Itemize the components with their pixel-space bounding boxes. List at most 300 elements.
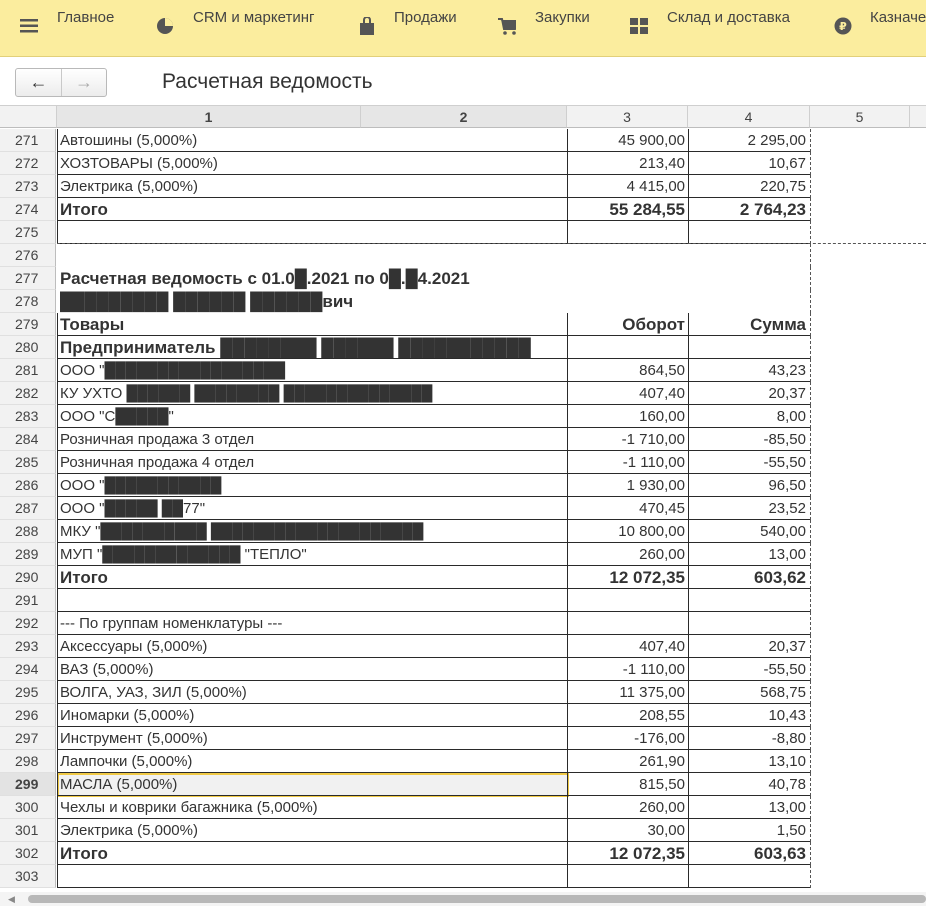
cell-turnover[interactable]: 4 415,00 [626, 178, 685, 195]
cell-amount[interactable]: 96,50 [768, 477, 806, 494]
cell-text[interactable]: Электрика (5,000%) [60, 822, 198, 839]
cell-amount[interactable]: 603,63 [754, 844, 806, 863]
row-number[interactable]: 285 [0, 451, 56, 474]
cell-border [688, 865, 689, 888]
cell-border [567, 612, 568, 635]
cell-border [567, 474, 568, 497]
cell-text[interactable]: █████████ ██████ ██████вич [60, 292, 354, 311]
cell-border [688, 198, 689, 221]
cell-border [57, 382, 58, 405]
row-number[interactable]: 294 [0, 658, 56, 681]
page-break-line [810, 842, 811, 865]
page-break-line [810, 612, 811, 635]
scroll-left-icon[interactable]: ◀ [8, 894, 15, 904]
table-row[interactable] [0, 497, 926, 520]
cell-border [57, 405, 58, 428]
cell-border [567, 198, 568, 221]
page-break-line [810, 474, 811, 497]
table-row[interactable] [0, 405, 926, 428]
arrow-left-icon: ← [29, 72, 48, 92]
table-row[interactable] [0, 865, 926, 888]
cell-border [57, 520, 58, 543]
horizontal-scrollbar[interactable] [0, 892, 926, 906]
cell-border [688, 497, 689, 520]
cell-turnover[interactable]: 55 284,55 [609, 200, 685, 219]
table-row[interactable] [0, 681, 926, 704]
cell-text[interactable]: ООО "███████████ [60, 477, 222, 494]
cell-text[interactable]: Товары [60, 315, 125, 334]
table-row[interactable] [0, 152, 926, 175]
row-number[interactable]: 279 [0, 313, 56, 336]
scrollbar-thumb[interactable] [28, 895, 926, 903]
cell-amount[interactable]: 23,52 [768, 500, 806, 517]
row-number[interactable]: 281 [0, 359, 56, 382]
row-number[interactable]: 292 [0, 612, 56, 635]
cell-amount[interactable]: 8,00 [776, 408, 806, 425]
cell-turnover[interactable]: -1 110,00 [622, 661, 685, 678]
page-break-line [810, 796, 811, 819]
page-break-line [810, 566, 811, 589]
cell-border [688, 428, 689, 451]
cell-border [57, 313, 58, 336]
page-break-line [57, 243, 926, 244]
cell-border [688, 336, 689, 359]
cell-turnover[interactable]: -1 710,00 [621, 431, 685, 448]
row-number[interactable]: 274 [0, 198, 56, 221]
cell-amount[interactable]: 13,10 [768, 753, 806, 770]
menu-item-warehouse[interactable] [630, 0, 810, 57]
page-break-line [810, 589, 811, 612]
table-row[interactable] [0, 221, 926, 244]
page-break-line [810, 704, 811, 727]
cell-border [567, 221, 568, 244]
page-break-line [810, 819, 811, 842]
cell-border [567, 635, 568, 658]
cell-border [688, 589, 689, 612]
arrow-right-icon: → [74, 72, 93, 92]
cell-border [688, 313, 689, 336]
cell-border [688, 635, 689, 658]
cell-amount[interactable]: 2 764,23 [739, 200, 806, 219]
history-nav [15, 68, 107, 97]
page-break-line [810, 382, 811, 405]
row-number[interactable]: 273 [0, 175, 56, 198]
cell-border [567, 842, 568, 865]
cell-border [57, 336, 58, 359]
page-break-line [810, 635, 811, 658]
column-header-2[interactable]: 2 [361, 106, 567, 128]
cell-turnover[interactable]: 12 072,35 [609, 568, 685, 587]
svg-text:₽: ₽ [839, 20, 847, 33]
cell-border [688, 221, 689, 244]
row-number[interactable]: 282 [0, 382, 56, 405]
cell-border [567, 543, 568, 566]
cell-turnover[interactable]: 30,00 [647, 822, 685, 839]
cell-border [567, 704, 568, 727]
cell-text[interactable]: Чехлы и коврики багажника (5,000%) [60, 799, 318, 816]
row-number[interactable]: 284 [0, 428, 56, 451]
row-number[interactable]: 290 [0, 566, 56, 589]
cell-amount[interactable]: 2 295,00 [747, 132, 806, 149]
row-number[interactable]: 301 [0, 819, 56, 842]
cell-amount[interactable]: 40,78 [768, 776, 806, 793]
cell-border [57, 474, 58, 497]
table-row[interactable] [0, 359, 926, 382]
page-break-line [810, 244, 811, 267]
cell-turnover[interactable]: 160,00 [639, 408, 685, 425]
cell-border [57, 865, 58, 888]
hamburger-icon [20, 18, 38, 36]
cell-border [688, 750, 689, 773]
column-header-1[interactable]: 1 [57, 106, 361, 128]
row-number[interactable]: 280 [0, 336, 56, 359]
cell-text[interactable]: Автошины (5,000%) [60, 132, 198, 149]
cell-border [567, 796, 568, 819]
cell-border [688, 658, 689, 681]
cell-border [688, 612, 689, 635]
cell-border [567, 520, 568, 543]
page-break-line [810, 681, 811, 704]
row-number[interactable]: 277 [0, 267, 56, 290]
table-row[interactable] [0, 773, 926, 796]
cell-turnover[interactable]: 407,40 [639, 385, 685, 402]
table-row[interactable] [0, 451, 926, 474]
cell-border [57, 198, 58, 221]
cell-border [57, 635, 58, 658]
cell-amount[interactable]: 1,50 [776, 822, 806, 839]
cell-text[interactable]: Предприниматель ████████ ██████ ███████████ [60, 338, 531, 357]
cell-text[interactable]: Итого [60, 200, 108, 219]
cell-border [567, 750, 568, 773]
table-row[interactable] [0, 474, 926, 497]
grid-icon [630, 17, 648, 35]
row-number[interactable]: 276 [0, 244, 56, 267]
cell-border [688, 129, 689, 152]
cell-border [567, 359, 568, 382]
cell-text[interactable]: МАСЛА (5,000%) [60, 776, 178, 793]
cell-turnover[interactable]: -1 110,00 [622, 454, 685, 471]
cell-turnover[interactable]: 1 930,00 [626, 477, 685, 494]
menu-item-label: Склад и доставка [667, 9, 790, 26]
cell-border [567, 865, 568, 888]
cell-border [57, 359, 58, 382]
cell-amount[interactable]: 10,43 [768, 707, 806, 724]
page-break-line [810, 267, 811, 290]
menu-item-label: CRM и маркетинг [193, 9, 315, 26]
cell-amount[interactable]: -85,50 [763, 431, 806, 448]
cell-amount[interactable]: 20,37 [768, 638, 806, 655]
cell-border [567, 589, 568, 612]
cell-border [57, 175, 58, 198]
menu-item-label: Главное [57, 9, 115, 26]
table-row[interactable] [0, 336, 926, 359]
cell-text[interactable]: МУП "█████████████ "ТЕПЛО" [60, 546, 307, 563]
page-break-line [810, 175, 811, 198]
cell-border [688, 773, 689, 796]
cell-turnover[interactable]: -176,00 [634, 730, 685, 747]
table-row[interactable] [0, 520, 926, 543]
cell-border [57, 566, 58, 589]
cell-turnover[interactable]: 470,45 [639, 500, 685, 517]
cell-text[interactable]: ВАЗ (5,000%) [60, 661, 154, 678]
page-break-line [810, 359, 811, 382]
page-break-line [810, 405, 811, 428]
row-number[interactable]: 287 [0, 497, 56, 520]
row-number[interactable]: 283 [0, 405, 56, 428]
menu-item-treasury[interactable] [834, 0, 926, 57]
cell-text[interactable]: --- По группам номенклатуры --- [60, 615, 283, 632]
cell-turnover[interactable]: 260,00 [639, 799, 685, 816]
cell-border [688, 474, 689, 497]
page-break-line [810, 198, 811, 221]
cell-amount[interactable]: -55,50 [763, 661, 806, 678]
row-number[interactable]: 295 [0, 681, 56, 704]
table-row[interactable] [0, 635, 926, 658]
cell-amount[interactable]: 43,23 [768, 362, 806, 379]
cell-border [57, 129, 58, 152]
cell-amount[interactable]: Сумма [750, 315, 806, 334]
cell-border [688, 382, 689, 405]
table-row[interactable] [0, 382, 926, 405]
cell-text[interactable]: Инструмент (5,000%) [60, 730, 208, 747]
cell-amount[interactable]: 20,37 [768, 385, 806, 402]
cell-border [57, 819, 58, 842]
cell-border [57, 796, 58, 819]
cell-border [57, 221, 58, 244]
cell-border [57, 681, 58, 704]
page-break-line [810, 658, 811, 681]
cell-border [688, 520, 689, 543]
section-panel [0, 0, 926, 57]
cell-border [688, 704, 689, 727]
cell-turnover[interactable]: 260,00 [639, 546, 685, 563]
table-row[interactable] [0, 428, 926, 451]
cell-border [57, 497, 58, 520]
menu-item-main[interactable] [18, 0, 138, 57]
table-row[interactable] [0, 543, 926, 566]
table-row[interactable] [0, 566, 926, 589]
cell-amount[interactable]: 220,75 [760, 178, 806, 195]
ruble-coin-icon [834, 17, 852, 35]
cell-amount[interactable]: 10,67 [768, 155, 806, 172]
cell-border [688, 152, 689, 175]
row-number[interactable]: 293 [0, 635, 56, 658]
spreadsheet[interactable] [0, 105, 926, 892]
table-row[interactable] [0, 842, 926, 865]
column-header-6[interactable] [910, 106, 926, 128]
table-row[interactable] [0, 819, 926, 842]
menu-item-sales[interactable] [358, 0, 478, 57]
page-break-line [810, 221, 811, 244]
cell-turnover[interactable]: 208,55 [639, 707, 685, 724]
cell-border [567, 405, 568, 428]
cell-border [688, 819, 689, 842]
cell-amount[interactable]: 540,00 [760, 523, 806, 540]
cell-amount[interactable]: 568,75 [760, 684, 806, 701]
cell-border [57, 773, 58, 796]
cell-text[interactable]: Иномарки (5,000%) [60, 707, 195, 724]
table-row[interactable] [0, 175, 926, 198]
menu-item-label: Казначе [870, 9, 926, 26]
page-break-line [810, 727, 811, 750]
table-row[interactable] [0, 129, 926, 152]
page-break-line [810, 750, 811, 773]
row-number[interactable]: 286 [0, 474, 56, 497]
cell-text[interactable]: ХОЗТОВАРЫ (5,000%) [60, 155, 218, 172]
cell-border [567, 727, 568, 750]
row-number[interactable]: 289 [0, 543, 56, 566]
table-row[interactable] [0, 290, 926, 313]
table-row[interactable] [0, 750, 926, 773]
column-header-3[interactable]: 3 [567, 106, 688, 128]
cell-border [567, 497, 568, 520]
cell-border [57, 658, 58, 681]
table-row[interactable] [0, 198, 926, 221]
cell-border [57, 589, 58, 612]
row-number[interactable]: 271 [0, 129, 56, 152]
cell-border [688, 175, 689, 198]
cell-border [567, 819, 568, 842]
cell-amount[interactable]: -8,80 [771, 730, 806, 747]
row-number[interactable]: 298 [0, 750, 56, 773]
cell-turnover[interactable]: 261,90 [639, 753, 685, 770]
cell-text[interactable]: МКУ "██████████ ████████████████████ [60, 523, 424, 540]
pie-chart-icon [156, 17, 174, 35]
page-title: Расчетная ведомость [162, 70, 373, 93]
cell-border [567, 566, 568, 589]
cell-text[interactable]: Электрика (5,000%) [60, 178, 198, 195]
cell-text[interactable]: Итого [60, 568, 108, 587]
cell-amount[interactable]: 13,00 [768, 799, 806, 816]
cell-border [688, 842, 689, 865]
cell-turnover[interactable]: 213,40 [639, 155, 685, 172]
row-number[interactable]: 291 [0, 589, 56, 612]
cell-border [57, 727, 58, 750]
cell-amount[interactable]: -55,50 [763, 454, 806, 471]
cell-border [57, 152, 58, 175]
cell-border [567, 658, 568, 681]
table-row[interactable] [0, 658, 926, 681]
menu-item-label: Закупки [535, 9, 590, 26]
cell-turnover[interactable]: 12 072,35 [609, 844, 685, 863]
row-number[interactable]: 278 [0, 290, 56, 313]
page-break-line [810, 543, 811, 566]
row-number[interactable]: 299 [0, 773, 56, 796]
row-number[interactable]: 275 [0, 221, 56, 244]
cell-border [57, 612, 58, 635]
cell-border [567, 451, 568, 474]
page-break-line [810, 428, 811, 451]
cell-text[interactable]: ООО "█████████████████ [60, 362, 286, 379]
cell-border [688, 727, 689, 750]
cell-border [57, 842, 58, 865]
page-break-line [810, 336, 811, 359]
cell-turnover[interactable]: 11 375,00 [619, 684, 685, 701]
table-row[interactable] [0, 267, 926, 290]
cell-text[interactable]: Итого [60, 844, 108, 863]
cell-turnover[interactable]: 407,40 [639, 638, 685, 655]
cell-border [57, 428, 58, 451]
cell-border [567, 773, 568, 796]
cell-border [567, 681, 568, 704]
row-number[interactable]: 297 [0, 727, 56, 750]
row-number[interactable]: 302 [0, 842, 56, 865]
column-header-4[interactable]: 4 [688, 106, 810, 128]
cell-text[interactable]: Розничная продажа 3 отдел [60, 431, 255, 448]
cell-border [688, 405, 689, 428]
cell-border [567, 336, 568, 359]
forward-button[interactable] [61, 69, 106, 96]
table-row[interactable] [0, 313, 926, 336]
cell-border [57, 451, 58, 474]
corner-cell[interactable] [0, 106, 57, 128]
menu-item-label: Продажи [394, 9, 457, 26]
cell-border [688, 451, 689, 474]
cell-text[interactable]: ООО "█████ ██77" [60, 500, 206, 517]
page-break-line [810, 451, 811, 474]
cell-border [567, 129, 568, 152]
cell-text[interactable]: Аксессуары (5,000%) [60, 638, 208, 655]
cell-border [567, 152, 568, 175]
cell-text[interactable]: ООО "С█████" [60, 408, 174, 425]
cell-turnover[interactable]: 45 900,00 [618, 132, 685, 149]
table-row[interactable] [0, 589, 926, 612]
cell-border [57, 543, 58, 566]
menu-item-crm[interactable] [156, 0, 356, 57]
cell-turnover[interactable]: 864,50 [639, 362, 685, 379]
cell-border [567, 382, 568, 405]
cell-border [688, 543, 689, 566]
page-break-line [810, 152, 811, 175]
page-break-line [810, 773, 811, 796]
cell-text[interactable]: КУ УХТО ██████ ████████ ██████████████ [60, 385, 433, 402]
menu-item-purchases[interactable] [498, 0, 608, 57]
shopping-bag-icon [358, 17, 376, 35]
cart-icon [498, 17, 516, 35]
cell-turnover[interactable]: 815,50 [639, 776, 685, 793]
row-number[interactable]: 288 [0, 520, 56, 543]
table-row[interactable] [0, 727, 926, 750]
row-number[interactable]: 303 [0, 865, 56, 888]
back-button[interactable] [16, 69, 61, 96]
table-row[interactable] [0, 796, 926, 819]
row-number[interactable]: 272 [0, 152, 56, 175]
page-break-line [810, 129, 811, 152]
cell-border [57, 887, 810, 888]
cell-border [57, 750, 58, 773]
cell-text[interactable]: Расчетная ведомость с 01.0█.2021 по 0█.█4.2021 [60, 269, 470, 288]
page-break-line [810, 520, 811, 543]
cell-text[interactable]: ВОЛГА, УАЗ, ЗИЛ (5,000%) [60, 684, 247, 701]
cell-turnover[interactable]: 10 800,00 [618, 523, 685, 540]
cell-amount[interactable]: 603,62 [754, 568, 806, 587]
row-number[interactable]: 300 [0, 796, 56, 819]
cell-amount[interactable]: 13,00 [768, 546, 806, 563]
cell-border [688, 566, 689, 589]
column-header-5[interactable]: 5 [810, 106, 910, 128]
table-row[interactable] [0, 244, 926, 267]
cell-border [688, 796, 689, 819]
cell-text[interactable]: Лампочки (5,000%) [60, 753, 193, 770]
cell-border [688, 681, 689, 704]
cell-text[interactable]: Розничная продажа 4 отдел [60, 454, 255, 471]
row-number[interactable]: 296 [0, 704, 56, 727]
cell-turnover[interactable]: Оборот [622, 315, 685, 334]
table-row[interactable] [0, 704, 926, 727]
table-row[interactable] [0, 612, 926, 635]
page-break-line [810, 313, 811, 336]
cell-border [57, 704, 58, 727]
